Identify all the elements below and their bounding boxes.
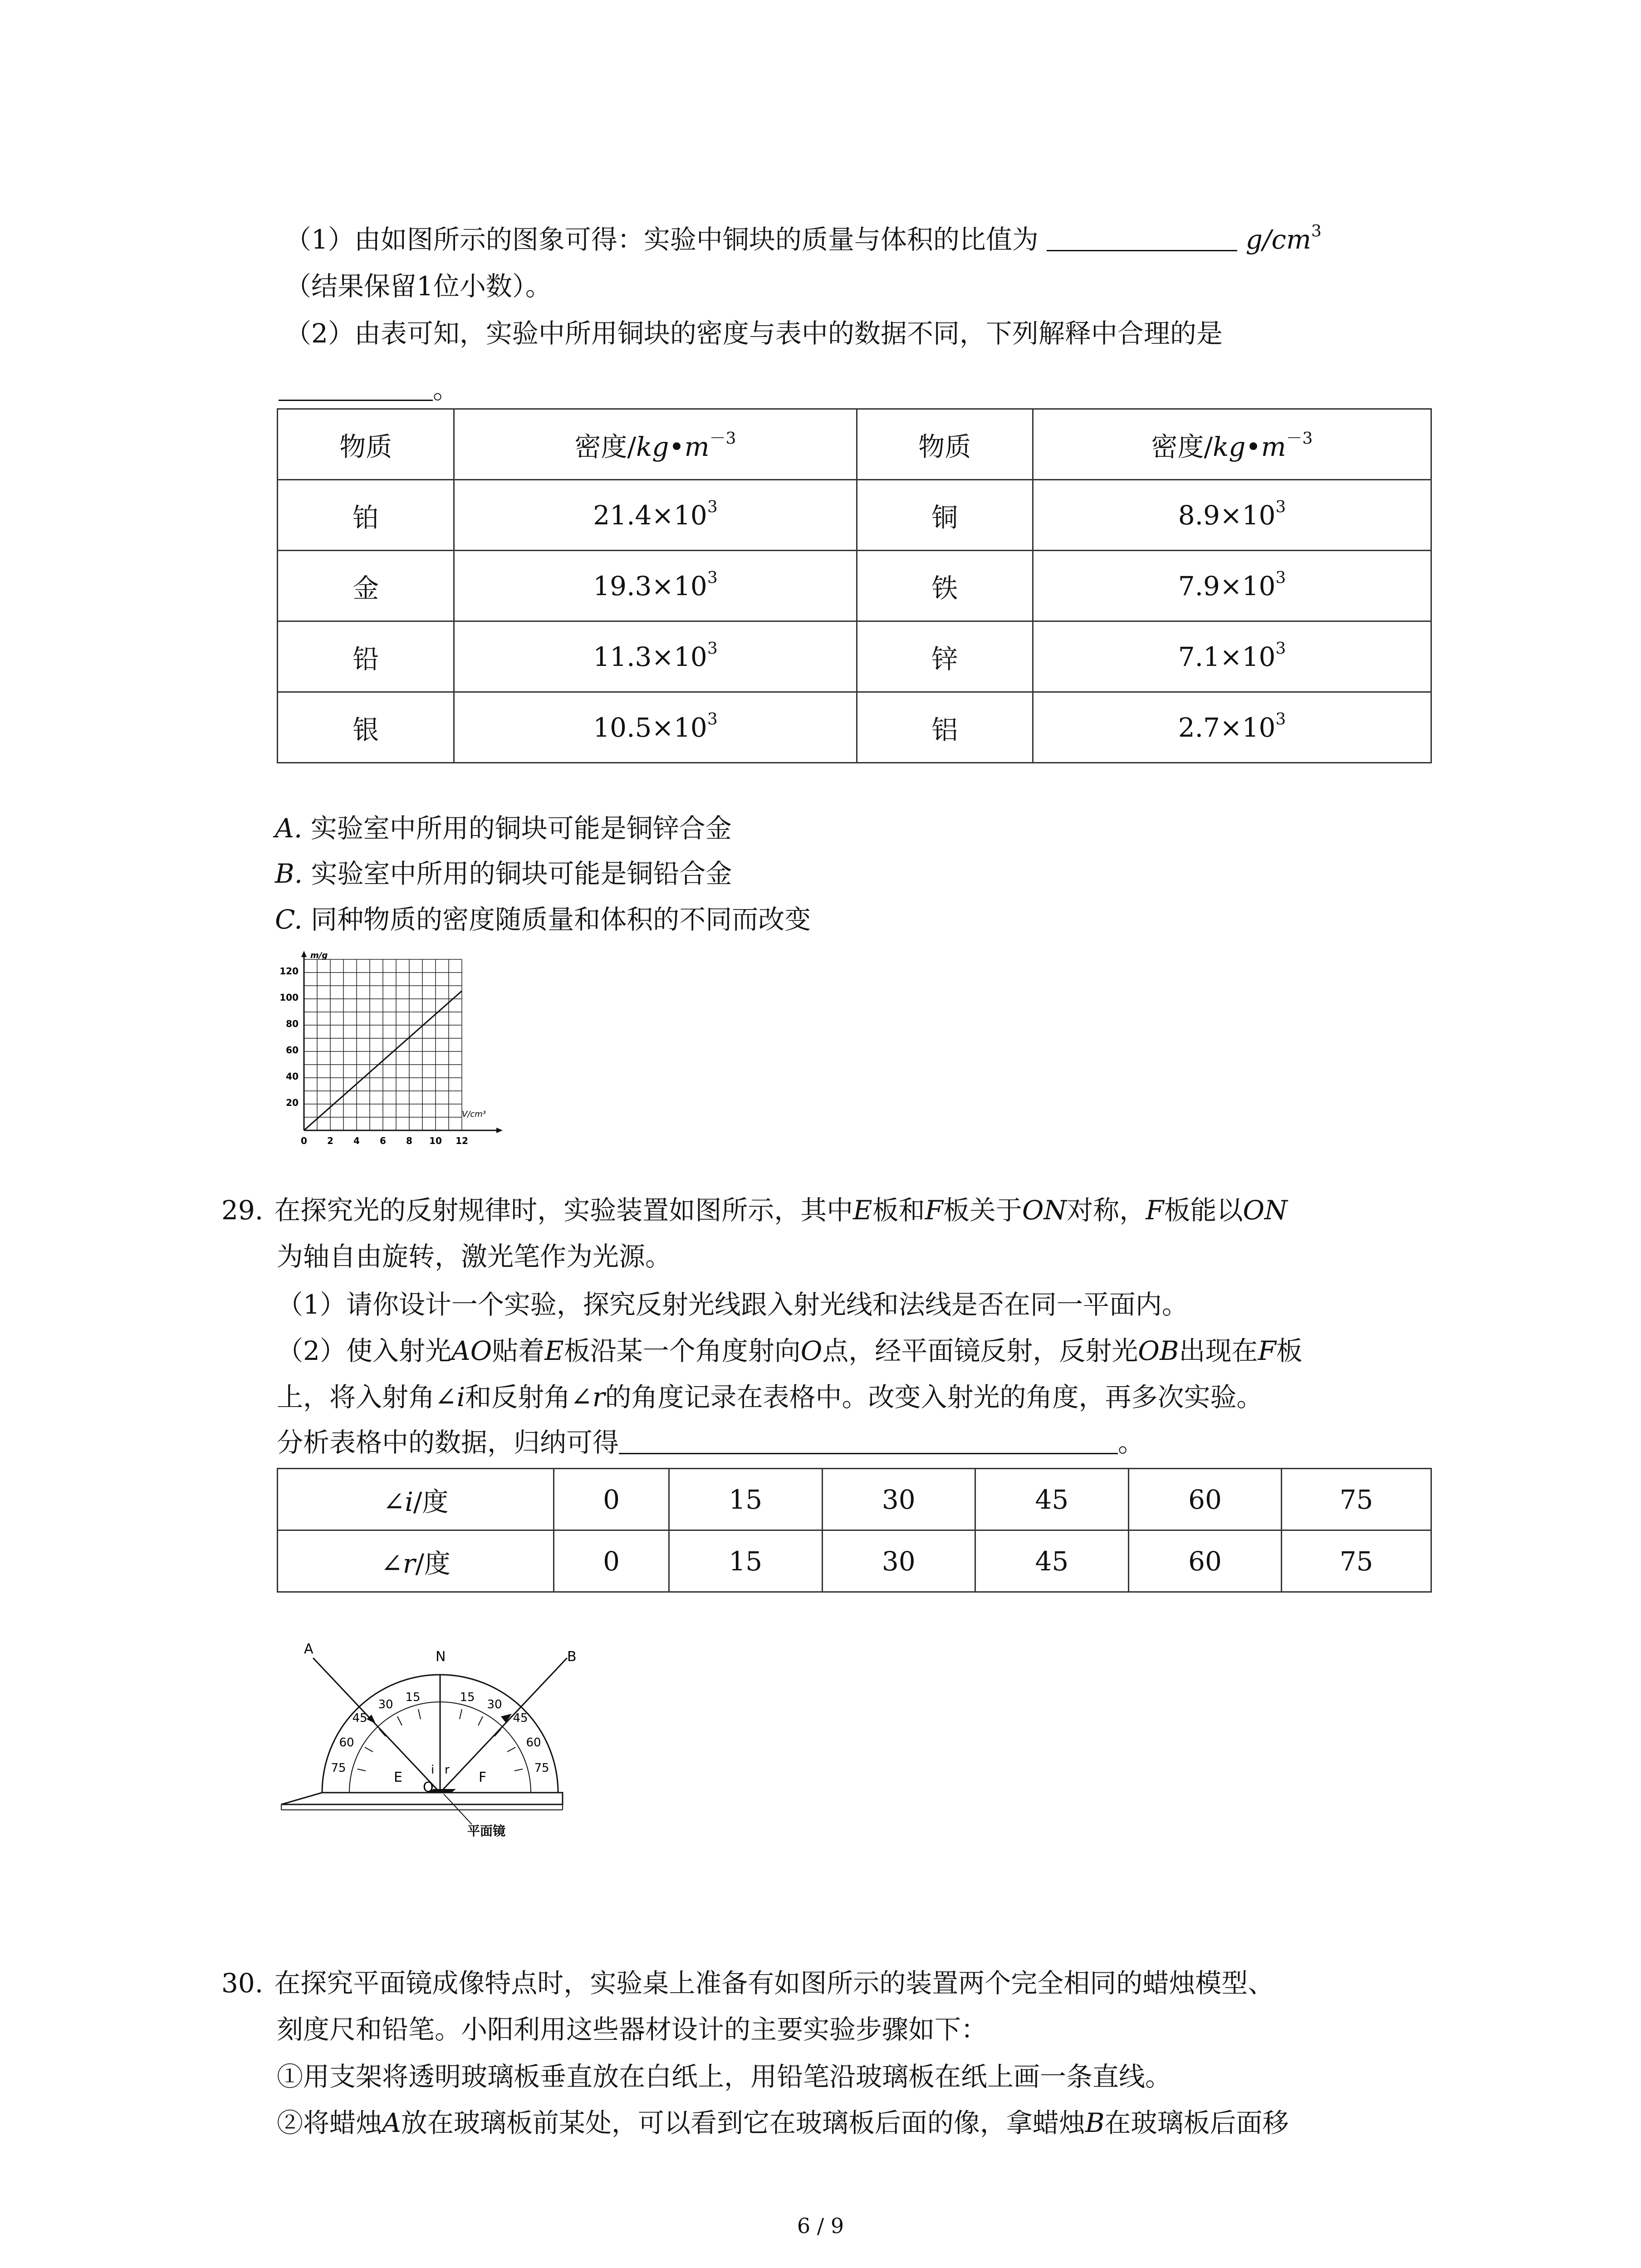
q29-part2-line2: 上，将入射角∠i和反射角∠r的角度记录在表格中。改变入射光的角度，再多次实验。 (277, 1382, 1263, 1413)
q30-line2: 刻度尺和铅笔。小阳利用这些器材设计的主要实验步骤如下： (277, 2014, 988, 2045)
header-substance-2: 物质 (857, 409, 1033, 480)
header-density-1: 密度$/kg•m^{-3}$ (454, 409, 857, 480)
label-O: O (423, 1779, 434, 1795)
x-axis-label: V/cm³ (462, 1110, 486, 1119)
table-row: 铂 $21.4\times 10^3$ 铜 $8.9\times 10^3$ (278, 480, 1431, 551)
label-N: N (436, 1649, 446, 1665)
x-tick-labels (301, 1135, 468, 1146)
label-A: A (304, 1641, 314, 1657)
q29-number: 29. (221, 1195, 264, 1226)
y-tick-labels (279, 966, 299, 1108)
x-tick-label: 6 (380, 1135, 386, 1146)
svg-text:30: 30 (487, 1698, 502, 1711)
x-tick-label: 2 (327, 1135, 333, 1146)
mirror-label: 平面镜 (467, 1823, 506, 1838)
label-B: B (567, 1649, 577, 1665)
reflection-apparatus-figure (272, 1633, 590, 1846)
q30-line1: 30. 在探究平面镜成像特点时，实验桌上准备有如图所示的装置两个完全相同的蜡烛模型、 (221, 1968, 1274, 1999)
table-row: 金 $19.3\times 10^3$ 铁 $7.9\times 10^3$ (278, 551, 1431, 621)
reflection-angle-label: ∠r/度 (278, 1530, 554, 1592)
q28-part1-line2: （结果保留1位小数）。 (285, 271, 552, 302)
incidence-angle-label: ∠i/度 (278, 1469, 554, 1530)
label-i: i (431, 1763, 435, 1777)
mass-volume-graph (272, 948, 508, 1148)
y-tick-label: 40 (286, 1071, 299, 1082)
table-row: 银 $10.5\times 10^3$ 铝 $2.7\times 10^3$ (278, 692, 1431, 763)
q29-line2: 为轴自由旋转，激光笔作为光源。 (277, 1241, 672, 1272)
header-density-2: 密度$/kg•m^{-3}$ (1033, 409, 1431, 480)
x-tick-label: 4 (353, 1135, 360, 1146)
svg-text:15: 15 (460, 1691, 475, 1704)
q28-part2-line2: 。 (279, 372, 459, 406)
header-substance-1: 物质 (278, 409, 454, 480)
option-a[interactable]: A. 实验室中所用的铜块可能是铜锌合金 (275, 813, 732, 844)
q28-part2-answer-blank[interactable] (279, 376, 433, 401)
svg-text:75: 75 (534, 1761, 549, 1775)
q29-part2-line3: 分析表格中的数据，归纳可得 。 (277, 1427, 1145, 1458)
x-tick-label: 0 (301, 1135, 307, 1146)
svg-text:45: 45 (352, 1711, 367, 1725)
svg-text:60: 60 (526, 1736, 541, 1750)
x-tick-label: 12 (456, 1135, 468, 1146)
q29-line1: 29. 在探究光的反射规律时，实验装置如图所示，其中E板和F板关于ON对称，F板能以ON (221, 1195, 1288, 1226)
density-table-header (278, 409, 1431, 480)
y-tick-label: 100 (279, 992, 299, 1003)
q28-part2-line1: （2）由表可知，实验中所用铜块的密度与表中的数据不同，下列解释中合理的是 (285, 318, 1223, 349)
y-tick-label: 20 (286, 1097, 299, 1108)
density-table (277, 408, 1432, 763)
y-axis-arrow-icon (301, 951, 307, 957)
y-tick-label: 60 (286, 1045, 299, 1056)
option-b[interactable]: B. 实验室中所用的铜块可能是铜铅合金 (275, 858, 732, 889)
label-F: F (479, 1769, 487, 1785)
label-r: r (445, 1763, 450, 1777)
q28-part1-line1: （1）由如图所示的图象可得：实验中铜块的质量与体积的比值为 $g/cm^3$ (285, 222, 1322, 255)
svg-text:45: 45 (513, 1711, 528, 1725)
y-tick-label: 120 (279, 966, 299, 977)
table-row: ∠i/度 0 15 30 45 60 75 (278, 1469, 1431, 1530)
x-tick-label: 10 (429, 1135, 442, 1146)
q30-number: 30. (221, 1968, 264, 1999)
svg-text:75: 75 (331, 1761, 346, 1775)
page-number: 6 / 9 (797, 2214, 844, 2238)
base-board (281, 1793, 563, 1804)
y-tick-label: 80 (286, 1018, 299, 1029)
q30-step1: ①用支架将透明玻璃板垂直放在白纸上，用铅笔沿玻璃板在纸上画一条直线。 (277, 2061, 1172, 2092)
q29-answer-blank[interactable] (619, 1429, 1118, 1454)
svg-text:30: 30 (378, 1698, 393, 1711)
q28-part1-answer-blank[interactable] (1047, 226, 1237, 251)
x-tick-label: 8 (406, 1135, 412, 1146)
x-axis-arrow-icon (496, 1128, 503, 1133)
svg-text:60: 60 (339, 1736, 354, 1750)
q29-part2-line1: （2）使入射光AO贴着E板沿某一个角度射向O点，经平面镜反射，反射光OB出现在F板 (277, 1335, 1303, 1366)
table-row: ∠r/度 0 15 30 45 60 75 (278, 1530, 1431, 1592)
table-row: 铅 $11.3\times 10^3$ 锌 $7.1\times 10^3$ (278, 621, 1431, 692)
angle-table (277, 1468, 1432, 1593)
option-c[interactable]: C. 同种物质的密度随质量和体积的不同而改变 (275, 904, 811, 935)
svg-text:15: 15 (405, 1691, 421, 1704)
label-E: E (394, 1769, 402, 1785)
q30-step2: ②将蜡烛A放在玻璃板前某处，可以看到它在玻璃板后面的像，拿蜡烛B在玻璃板后面移 (277, 2107, 1289, 2138)
graph-grid (304, 959, 462, 1130)
y-axis-label: m/g (310, 951, 328, 960)
q29-part1: （1）请你设计一个实验，探究反射光线跟入射光线和法线是否在同一平面内。 (277, 1289, 1188, 1320)
